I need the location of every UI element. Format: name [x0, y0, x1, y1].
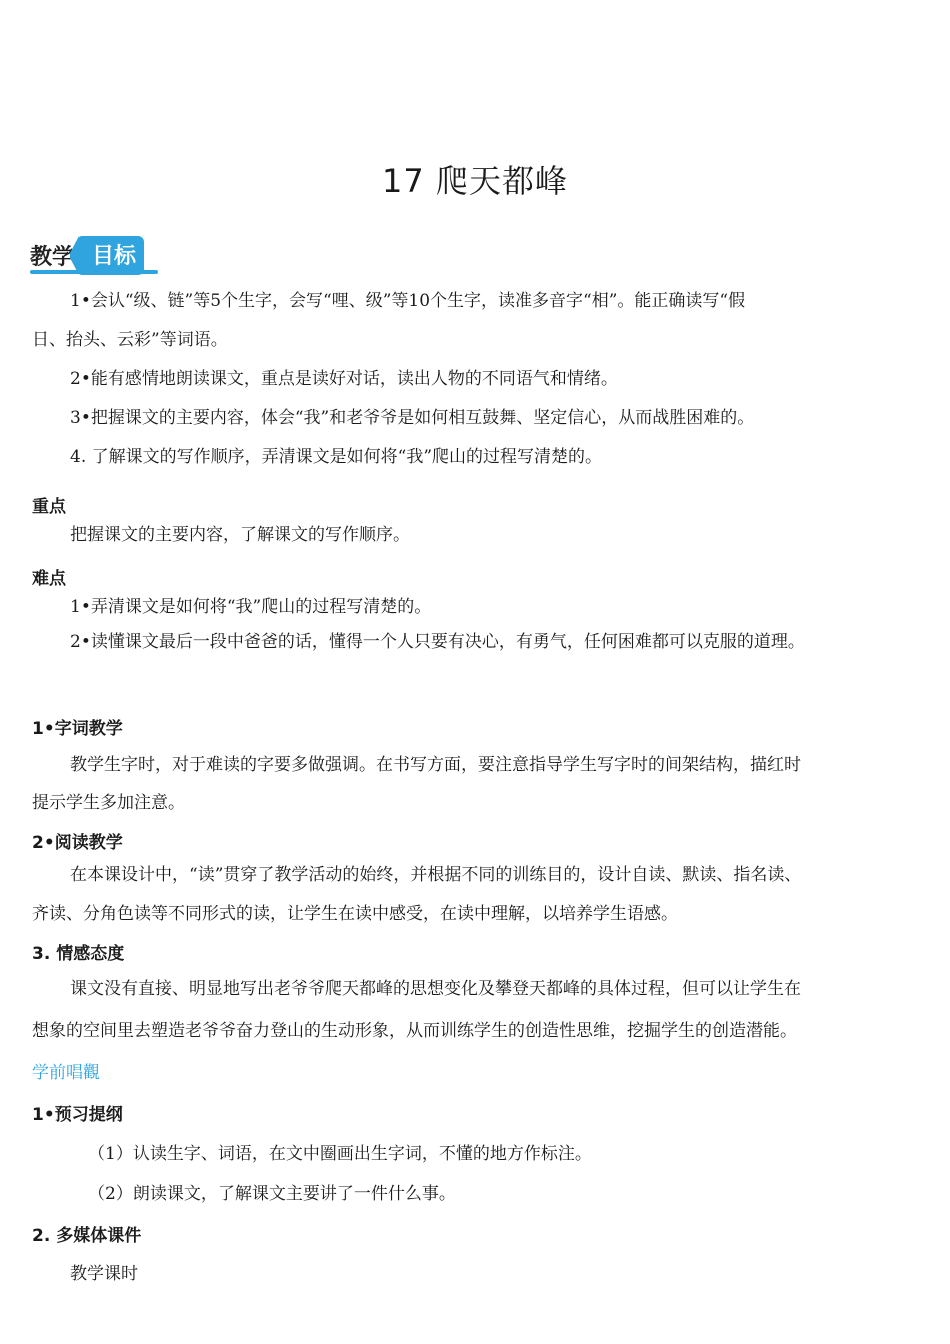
badge-underline [30, 270, 158, 274]
objective-line: 3•把握课文的主要内容，体会“我”和老爷爷是如何相互鼓舞、坚定信心，从而战胜困难的。 [70, 408, 755, 428]
section-line: 在本课设计中，“读”贯穿了教学活动的始终，并根据不同的训练目的，设计自读、默读、指名读、 [70, 865, 802, 885]
section-heading: 3. 情感态度 [32, 944, 125, 964]
media-text: 教学课时 [70, 1264, 138, 1284]
difficulty-item: 1•弄清课文是如何将“我”爬山的过程写清楚的。 [70, 597, 432, 617]
section-heading: 2•阅读教学 [32, 833, 123, 853]
objective-line: 2•能有感情地朗读课文，重点是读好对话，读出人物的不同语气和情绪。 [70, 369, 618, 389]
prep-label [32, 1064, 100, 1083]
prep-label-first: 学 [32, 1063, 49, 1083]
objective-line: 4. 了解课文的写作顺序，弄清课文是如何将“我”爬山的过程写清楚的。 [70, 447, 603, 467]
key-point-text: 把握课文的主要内容，了解课文的写作顺序。 [70, 525, 410, 545]
prep-label-rest: 前唱觀 [49, 1063, 100, 1083]
page-title: 17 爬天都峰 [382, 162, 568, 200]
badge-left-text: 教学 [30, 244, 75, 270]
section-line: 教学生字时，对于难读的字要多做强调。在书写方面，要注意指导学生写字时的间架结构，描红时 [70, 755, 801, 775]
section-heading: 1•字词教学 [32, 719, 123, 739]
difficulty-heading: 难点 [32, 569, 66, 589]
objective-line: 日、抬头、云彩”等词语。 [32, 330, 228, 350]
section-line: 想象的空间里去塑造老爷爷奋力登山的生动形象，从而训练学生的创造性思维，挖掘学生的创造潜能。 [32, 1021, 797, 1041]
outline-item: （2）朗读课文，了解课文主要讲了一件什么事。 [88, 1184, 456, 1204]
section-line: 齐读、分角色读等不同形式的读，让学生在读中感受，在读中理解，以培养学生语感。 [32, 904, 678, 924]
outline-heading: 1•预习提纲 [32, 1105, 123, 1125]
outline-item: （1）认读生字、词语，在文中圈画出生字词，不懂的地方作标注。 [88, 1144, 592, 1164]
section-line: 提示学生多加注意。 [32, 793, 185, 813]
key-point-heading: 重点 [32, 497, 66, 517]
difficulty-item: 2•读懂课文最后一段中爸爸的话，懂得一个人只要有决心，有勇气，任何困难都可以克服的道理。 [70, 632, 805, 652]
objective-line: 1•会认“级、链”等5个生字，会写“哩、级”等10个生字，读准多音字“相”。能正确读写“假 [70, 291, 746, 311]
media-heading: 2. 多媒体课件 [32, 1226, 142, 1246]
badge-right-text: 目标 [78, 236, 144, 275]
section-line: 课文没有直接、明显地写出老爷爷爬天都峰的思想变化及攀登天都峰的具体过程，但可以让学生在 [70, 979, 801, 999]
